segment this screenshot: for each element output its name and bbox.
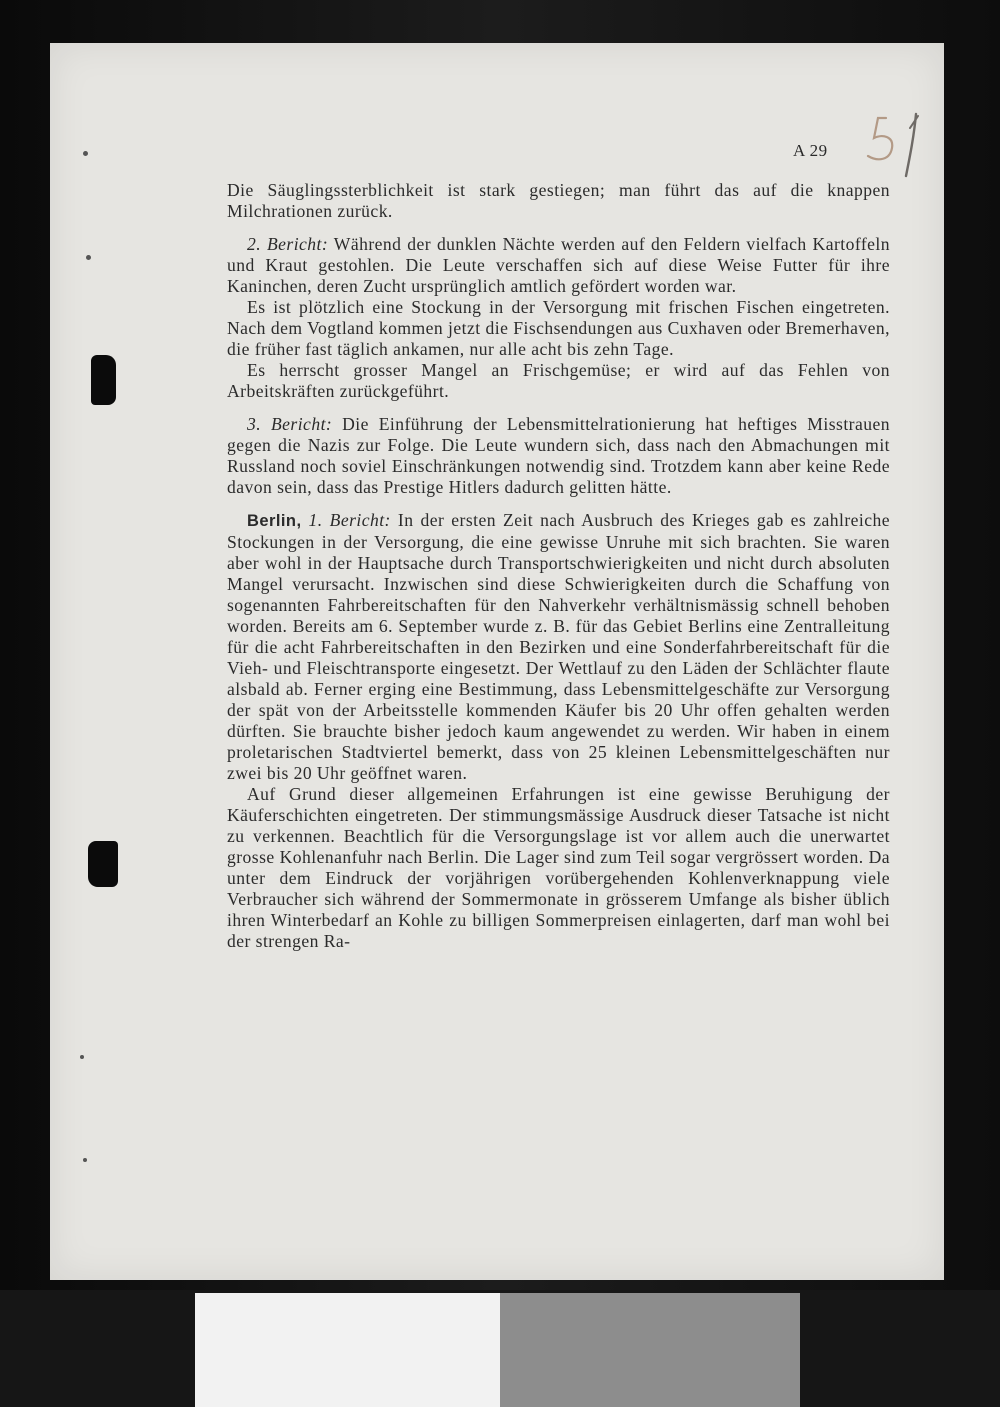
paragraph xyxy=(227,180,890,222)
paragraph xyxy=(227,297,890,360)
paragraph-text: Auf Grund dieser allgemeinen Erfahrungen ist eine gewisse Beruhigung der Käuferschichten eingetreten. Der stimmungsmässige Ausdruck dieser Tatsache ist nicht zu verkennen. Beachtlich für die Versorgungslage ist vor allem auch die unerwartet grosse Kohlenanfuhr nach Berlin. Die Lager sind zum Teil sogar vergrössert worden. Da unter dem Eindruck der vorjährigen vorübergehenden Kohlenverknappung viele Verbraucher sich während der Sommermonate in grösserem Umfange als bisher üblich ihren Winterbedarf an Kohle zu billigen Sommerpreisen einlagerten, darf man wohl bei der strengen Ra- xyxy=(227,784,890,951)
paragraph-text: Es herrscht grosser Mangel an Frischgemüse; er wird auf das Fehlen von Arbeitskräften zurückgeführt. xyxy=(227,360,890,401)
paragraph xyxy=(227,510,890,784)
city-heading: Berlin, xyxy=(247,512,302,530)
paragraph xyxy=(227,414,890,498)
paragraph-text: Es ist plötzlich eine Stockung in der Versorgung mit frischen Fischen eingetreten. Nach dem Vogtland kommen jetzt die Fischsendungen aus Cuxhaven oder Bremerhaven, die früher fast täglich ankamen, nur alle acht bis zehn Tage. xyxy=(227,297,890,359)
report-label: 2. Bericht: xyxy=(247,234,329,254)
paper-speck xyxy=(83,151,88,156)
paper-speck xyxy=(80,1055,84,1059)
punch-hole-bottom xyxy=(88,841,118,887)
paper-speck xyxy=(83,1158,87,1162)
paragraph xyxy=(227,234,890,297)
paragraph-gap xyxy=(227,402,890,414)
paragraph-text: Die Einführung der Lebensmittelrationierung hat heftiges Misstrauen gegen die Nazis zur Folge. Die Leute wundern sich, dass nach den Abmachungen mit Russland noch soviel Einschränkungen notwendig sind. Trotzdem kann aber keine Rede davon sein, dass das Prestige Hitlers dadurch gelitten hätte. xyxy=(227,414,890,497)
paragraph-text: In der ersten Zeit nach Ausbruch des Krieges gab es zahlreiche Stockungen in der Versorgung, die eine gewisse Unruhe mit sich brachten. Sie waren aber wohl in der Hauptsache durch Transportschwierigkeiten und nicht durch absoluten Mangel verursacht. Inzwischen sind diese Schwierigkeiten durch die Schaffung von sogenannten Fahrbereitschaften für den Nahverkehr verhältnismässig schnell behoben worden. Bereits am 6. September wurde z. B. für das Gebiet Berlins eine Zentralleitung für die acht Fahrbereitschaften in den Bezirken und eine Sonderfahrbereitschaft für die Vieh- und Fleischtransporte eingesetzt. Der Wettlauf zu den Läden der Schlächter flaute alsbald ab. Ferner erging eine Bestimmung, dass Lebensmittelgeschäfte zur Versorgung der spät von der Arbeitsstelle kommenden Käufer bis 20 Uhr offen gehalten werden dürften. Sie brauchte bisher jedoch kaum angewendet zu werden. Wir haben in einem proletarischen Stadtviertel bemerkt, dass von 25 kleinen Lebensmittelgeschäften nur zwei bis 20 Uhr geöffnet waren. xyxy=(227,510,891,783)
calibration-card-white xyxy=(195,1293,500,1407)
page-number: A 29 xyxy=(793,141,828,160)
punch-hole-top xyxy=(91,355,116,405)
paragraph-text: Während der dunklen Nächte werden auf den Feldern vielfach Kartoffeln und Kraut gestohlen. Die Leute verschaffen sich auf diese Weise Futter für ihre Kaninchen, deren Zucht ursprünglich amtlich gefördert worden war. xyxy=(227,234,891,296)
paragraph-gap xyxy=(227,498,890,510)
paragraph xyxy=(227,784,890,952)
document-body xyxy=(227,180,890,952)
paragraph-text: Die Säuglingssterblichkeit ist stark gestiegen; man führt das auf die knappen Milchrationen zurück. xyxy=(227,180,890,221)
document-page xyxy=(50,43,944,1280)
report-label: 1. Bericht: xyxy=(301,510,391,530)
report-label: 3. Bericht: xyxy=(247,414,333,434)
paragraph-gap xyxy=(227,222,890,234)
calibration-card-gray xyxy=(500,1293,800,1407)
handwritten-annotation-icon xyxy=(860,108,940,183)
paragraph xyxy=(227,360,890,402)
paper-speck xyxy=(86,255,91,260)
